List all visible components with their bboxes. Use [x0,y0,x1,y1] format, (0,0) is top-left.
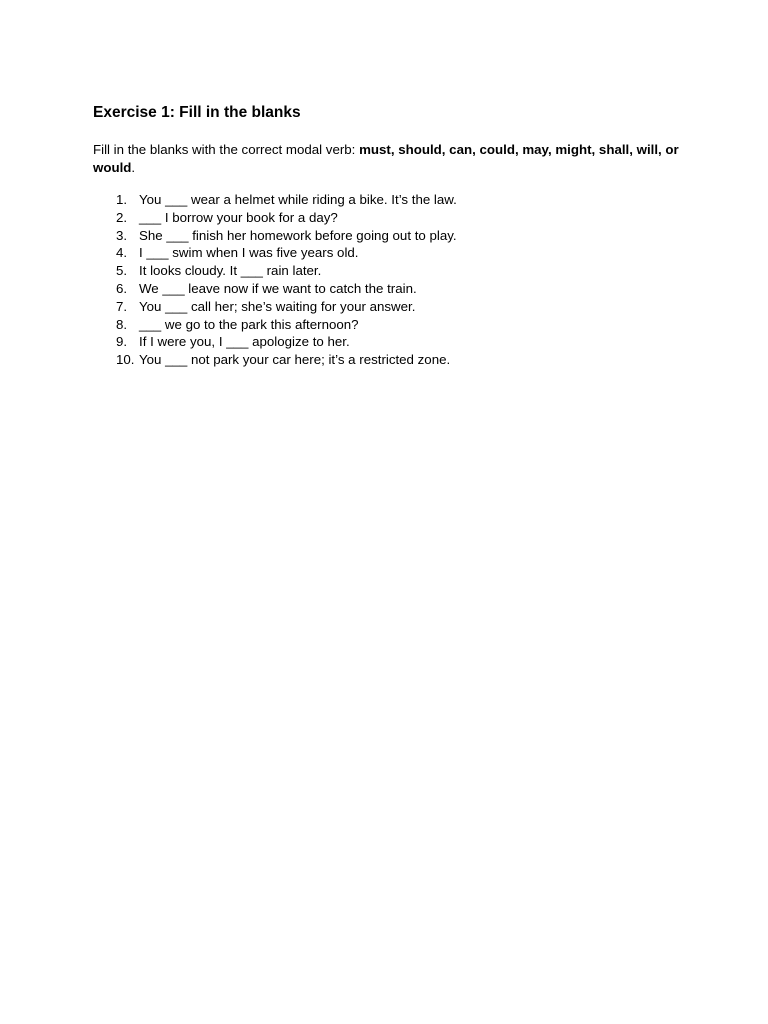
item-text: ___ I borrow your book for a day? [139,209,338,225]
list-item [93,316,683,334]
list-item [93,227,683,245]
list-item [93,351,683,369]
list-item [93,244,683,262]
item-text: ___ we go to the park this afternoon? [139,316,359,332]
instructions-modal-verbs: must, should, can, could, may, might, shall, will, or would [93,142,679,175]
document-page [93,103,683,369]
list-item [93,191,683,209]
exercise-title: Exercise 1: Fill in the blanks [93,104,301,121]
item-number: 2. [116,209,128,225]
list-item [93,209,683,227]
item-text: We ___ leave now if we want to catch the train. [139,280,417,296]
item-number: 5. [116,263,128,279]
item-text: You ___ not park your car here; it’s a restricted zone. [139,352,451,368]
item-text: You ___ wear a helmet while riding a bike. It’s the law. [139,192,457,207]
exercise-list [93,191,683,369]
item-text: I ___ swim when I was five years old. [139,245,359,261]
item-text: She ___ finish her homework before going out to play. [139,227,457,243]
item-number: 8. [116,316,128,332]
item-number: 3. [116,227,128,243]
item-text: You ___ call her; she’s waiting for your answer. [139,298,416,314]
item-text: It looks cloudy. It ___ rain later. [139,263,322,279]
list-item [93,262,683,280]
instructions-suffix: . [131,160,136,175]
list-item [93,298,683,316]
list-item [93,280,683,298]
item-text: If I were you, I ___ apologize to her. [139,334,350,350]
item-number: 9. [116,334,128,350]
item-number: 10. [116,352,135,368]
item-number: 7. [116,298,128,314]
item-number: 4. [116,245,128,261]
item-number: 6. [116,280,128,296]
instructions-prefix: Fill in the blanks with the correct modal verb: [93,142,360,157]
exercise-instructions [93,141,683,177]
list-item [93,333,683,351]
item-number: 1. [116,192,128,207]
